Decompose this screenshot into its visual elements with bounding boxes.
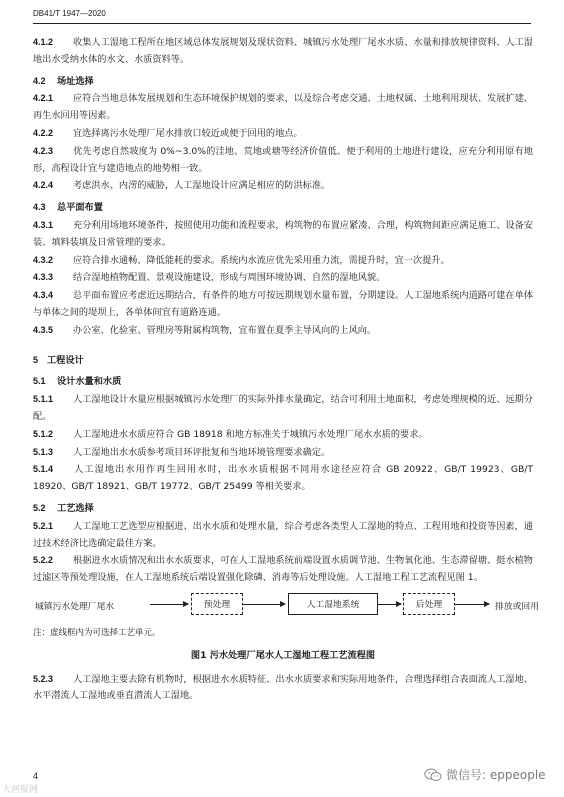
section-heading-number: 5.2 xyxy=(33,502,46,513)
clause xyxy=(33,125,533,143)
flow-arrow xyxy=(243,604,285,605)
clause-text: 人工湿地设计水量应根据城镇污水处理厂的实际外排水量确定，结合可利用土地面积，考虑处理规模的近、远期分配。 xyxy=(33,394,533,422)
clause xyxy=(33,287,533,322)
clause xyxy=(33,143,533,178)
clause-text: 考虑洪水、内涝的威胁，人工湿地设计应满足相应的防洪标准。 xyxy=(73,180,331,192)
clause-number: 5.2.3 xyxy=(33,673,54,684)
clause-number: 4.2.4 xyxy=(33,180,54,191)
clause-number: 5.1.1 xyxy=(33,394,54,405)
clause-text: 人工湿地出水水质参考项目环评批复和当地环境管理要求确定。 xyxy=(73,446,331,458)
clause xyxy=(33,444,533,462)
clause-text: 结合湿地植物配置、景观设施建设，形成与周围环境协调、自然的湿地风貌。 xyxy=(73,272,386,284)
section-heading-text: 工艺选择 xyxy=(57,502,94,514)
flow-sink-label: 排放或回用 xyxy=(495,601,539,612)
clause xyxy=(33,269,533,287)
clause-text: 人工湿地进水水质应符合 GB 18918 和地方标准关于城镇污水处理厂尾水水质的要求。 xyxy=(73,428,428,440)
chapter-heading xyxy=(33,352,533,370)
clause xyxy=(33,252,533,270)
document-code: DB41/T 1947—2020 xyxy=(33,9,106,18)
clause-text: 宜选择离污水处理厂尾水排放口较近或便于回用的地点。 xyxy=(73,127,303,139)
clause xyxy=(33,391,533,426)
clause-text: 充分利用场地环境条件，按照使用功能和流程要求，构筑物的布置应紧凑、合理，构筑物间距应满足施工、设备安装、填料装填及日常管理的要求。 xyxy=(33,219,533,248)
section-heading-text: 设计水量和水质 xyxy=(57,376,122,388)
section-heading xyxy=(33,500,533,518)
section-heading-text: 总平面布置 xyxy=(57,202,103,214)
page-number: 4 xyxy=(33,771,39,781)
process-flow-diagram xyxy=(33,589,539,627)
flow-source-label: 城镇污水处理厂尾水 xyxy=(35,601,115,612)
clause-number: 4.3.4 xyxy=(33,290,54,301)
header-divider xyxy=(33,23,531,24)
section-heading-text: 场址选择 xyxy=(57,75,94,87)
section-heading-number: 4.3 xyxy=(33,202,46,213)
clause xyxy=(33,461,533,496)
clause-number: 4.3.3 xyxy=(33,272,54,283)
clause-number: 5.1.2 xyxy=(33,428,54,439)
flow-wetland-box: 人工湿地系统 xyxy=(288,593,378,615)
clause-text: 优先考虑自然坡度为 0%~3.0%的洼地、荒地或塘等经济价值低、便于利用的土地进行建设，应充分利用原有地形，高程设计宜与建造地点的地势相一致。 xyxy=(33,145,533,174)
clause-number: 5.1.4 xyxy=(33,464,54,475)
clause-number: 5.2.2 xyxy=(33,555,54,566)
section-heading-number: 4.2 xyxy=(33,75,46,86)
flow-arrow xyxy=(150,604,188,605)
clause xyxy=(33,518,533,553)
clause xyxy=(33,426,533,444)
section-heading xyxy=(33,373,533,391)
clause-number: 5.2.1 xyxy=(33,520,54,531)
clause xyxy=(33,34,533,69)
clause-number: 4.2.3 xyxy=(33,145,54,156)
clause-text: 应符合当地总体发展规划和生态环境保护规划的要求，以及综合考虑交通、土地权属、土地利用现状、发展扩建、再生水回用等因素。 xyxy=(33,93,533,122)
clause xyxy=(33,177,533,195)
flow-arrow xyxy=(455,604,489,605)
chapter-heading-text: 工程设计 xyxy=(47,354,84,366)
clause-number: 4.2.2 xyxy=(33,127,54,138)
clause-text: 收集人工湿地工程所在地区域总体发展规划及现状资料、城镇污水处理厂尾水水质、水量和排放规律资料、人工湿地出水受纳水体的水文、水质资料等。 xyxy=(33,37,533,65)
clause-number: 4.3.1 xyxy=(33,219,54,230)
section-heading xyxy=(33,73,533,91)
clause-number: 5.1.3 xyxy=(33,446,54,457)
flow-pretreatment-box: 预处理 xyxy=(191,593,243,615)
section-heading-number: 5.1 xyxy=(33,376,46,387)
section-heading xyxy=(33,199,533,217)
clause-text: 人工湿地出水用作再生回用水时，出水水质根据不同用水途径应符合 GB 20922、GB/T 19923、GB/T 18920、GB/T 18921、GB/T 19772、GB/T 25499 等相关要求。 xyxy=(33,464,533,493)
wechat-icon xyxy=(424,768,442,782)
flow-posttreatment-box: 后处理 xyxy=(403,593,455,615)
figure-caption: 图1 污水处理厂尾水人工湿地工程工艺流程图 xyxy=(190,649,376,661)
clause-number: 4.3.2 xyxy=(33,254,54,265)
clause-text: 总平面布置应考虑近远期结合，有条件的地方可按远期规划水量布置，分期建设。人工湿地系统内道路可建在单体与单体之间的堤坝上，各单体间宜有道路连通。 xyxy=(33,290,533,318)
clause-text: 根据进水水质情况和出水水质要求，可在人工湿地系统前端设置水质调节池、生物氧化池、生态滞留塘、挺水植物过滤区等预处理设施，在人工湿地系统后端设置强化除磷、消毒等后处理设施。人工湿地工程工艺流程见图 1。 xyxy=(33,555,533,584)
clause-number: 4.1.2 xyxy=(33,37,54,47)
chapter-heading-number: 5 xyxy=(33,354,39,365)
clause-number: 4.3.5 xyxy=(33,324,54,335)
clause-text: 应符合排水通畅、降低能耗的要求。系统内水流应优先采用重力流，需提升时，宜一次提升。 xyxy=(73,254,450,266)
section-gap xyxy=(33,340,533,344)
figure-note: 注：虚线框内为可选择工艺单元。 xyxy=(33,627,161,638)
clause xyxy=(33,671,533,706)
clause-text: 人工湿地工艺选型应根据进、出水水质和处理水量，综合考虑各类型人工湿地的特点、工程用地和投资等因素，通过技术经济比选确定最佳方案。 xyxy=(33,520,533,549)
clause-text: 办公室、化验室、管理房等附属构筑物，宜布置在夏季主导风向的上风向。 xyxy=(73,324,377,336)
clause-text: 人工湿地主要去除有机物时，根据进水水质特征、出水水质要求和实际用地条件，合理选择组合表面流人工湿地、水平潜流人工湿地或垂直潜流人工湿地。 xyxy=(33,673,533,702)
watermark-left: 大河报网 xyxy=(2,785,39,795)
clause xyxy=(33,322,533,340)
watermark-right xyxy=(424,766,546,783)
clause-number: 4.2.1 xyxy=(33,93,54,104)
watermark-right-text: 微信号: eppeople xyxy=(446,768,546,782)
clause xyxy=(33,90,533,125)
clause xyxy=(33,552,533,587)
document-body xyxy=(33,34,539,705)
flow-arrow xyxy=(378,604,401,605)
clause xyxy=(33,217,533,252)
